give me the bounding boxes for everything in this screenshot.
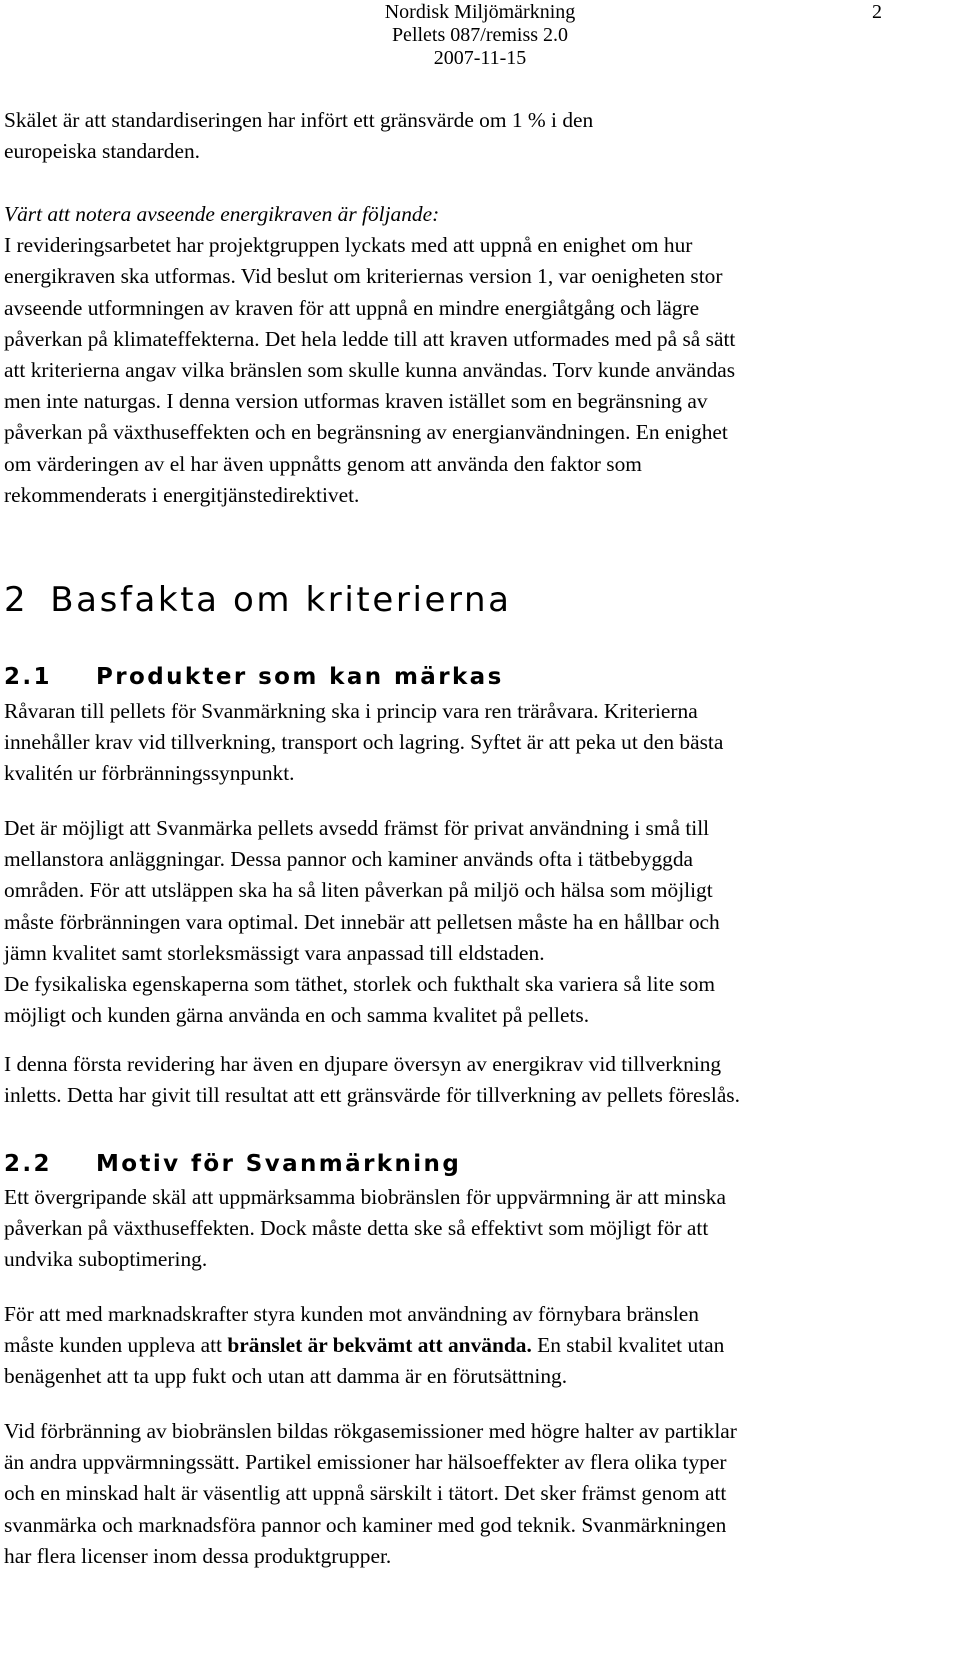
text-line: energikraven ska utformas. Vid beslut om kriteriernas version 1, var oenigheten stor (4, 264, 723, 289)
text-line: Skälet är att standardiseringen har infört ett gränsvärde om 1 % i den (4, 108, 594, 132)
text-line: rekommenderats i energitjänstedirektivet. (4, 482, 360, 507)
text-line: undvika suboptimering. (4, 1247, 208, 1272)
subsection-heading (4, 664, 504, 690)
section-title: Basfakta om kriterierna (50, 580, 512, 620)
text-line: än andra uppvärmningssätt. Partikel emissioner har hälsoeffekter av flera olika typer (4, 1450, 727, 1475)
paragraph-private-use (4, 813, 959, 1031)
subsection-heading (4, 1151, 461, 1177)
text-line: Det är möjligt att Svanmärka pellets avsedd främst för privat användning i små till (4, 816, 710, 840)
text-line: möjligt och kunden gärna använda en och samma kvalitet på pellets. (4, 1003, 590, 1028)
header-reference: Pellets 087/remiss 2.0 (391, 24, 569, 46)
text-line: om värderingen av el har även uppnåtts genom att använda den faktor som (4, 451, 642, 476)
paragraph-combustion (4, 1416, 959, 1572)
text-line: innehåller krav vid tillverkning, transport och lagring. Syftet är att peka ut den bästa (4, 730, 724, 755)
text-line: Råvaran till pellets för Svanmärkning ska i princip vara ren träråvara. Kriterierna (4, 699, 698, 723)
text-line: områden. För att utsläppen ska ha så liten påverkan på miljö och hälsa som möjligt (4, 878, 713, 903)
header-organization: Nordisk Miljömärkning (384, 1, 576, 23)
text-line: Ett övergripande skäl att uppmärksamma biobränslen för uppvärmning är att minska (4, 1185, 726, 1209)
text-line: att kriterierna angav vilka bränslen som skulle kunna användas. Torv kunde användas (4, 358, 736, 383)
emphasis-text: bränslet är bekvämt att använda. (227, 1333, 532, 1358)
text-line: benägenhet att ta upp fukt och utan att damma är en förutsättning. (4, 1364, 568, 1389)
text-line: måste förbränningen vara optimal. Det innebär att pelletsen måste ha en hållbar och (4, 909, 720, 934)
paragraph-energy-requirements (4, 199, 959, 511)
subsection-title: Produkter som kan märkas (96, 664, 504, 690)
subsection-number: 2.2 (4, 1151, 52, 1177)
text-segment: En stabil kvalitet utan (531, 1333, 725, 1358)
text-line: kvalitén ur förbränningssynpunkt. (4, 761, 295, 786)
text-line: I revideringsarbetet har projektgruppen lyckats med att uppnå en enighet om hur (4, 233, 693, 258)
text-line: men inte naturgas. I denna version utformas kraven istället som en begränsning av (4, 389, 708, 414)
text-line: påverkan på klimateffekterna. Det hela ledde till att kraven utformades med på så sätt (4, 326, 736, 351)
text-line: har flera licenser inom dessa produktgrupper. (4, 1543, 392, 1568)
paragraph-motive (4, 1182, 959, 1276)
text-line: avseende utformningen av kraven för att uppnå en mindre energiåtgång och lägre (4, 295, 700, 320)
text-line: jämn kvalitet samt storleksmässigt vara anpassad till eldstaden. (4, 940, 545, 965)
paragraph-revision (4, 1049, 959, 1111)
text-line: De fysikaliska egenskaperna som täthet, storlek och fukthalt ska variera så lite som (4, 972, 716, 997)
text-line: och en minskad halt är väsentlig att uppnå särskilt i tätort. Det sker främst genom att (4, 1481, 727, 1506)
text-line: påverkan på växthuseffekten. Dock måste detta ske så effektivt som möjligt för att (4, 1216, 709, 1241)
text-line: svanmärka och marknadsföra pannor och kaminer med god teknik. Svanmärkningen (4, 1512, 727, 1537)
text-line: påverkan på växthuseffekten och en begränsning av energianvändningen. En enighet (4, 420, 728, 445)
paragraph-market-forces (4, 1299, 959, 1393)
text-line: inletts. Detta har givit till resultat att ett gränsvärde för tillverkning av pellets föreslås. (4, 1083, 740, 1108)
text-segment: måste kunden uppleva att (4, 1333, 228, 1358)
text-line: europeiska standarden. (4, 139, 201, 164)
text-line: mellanstora anläggningar. Dessa pannor och kaminer används ofta i tätbebyggda (4, 847, 694, 872)
header-date: 2007-11-15 (433, 47, 527, 69)
text-line: Vid förbränning av biobränslen bildas rökgasemissioner med högre halter av partiklar (4, 1419, 737, 1443)
paragraph-intro: Värt att notera avseende energikraven är följande: (4, 202, 440, 226)
subsection-title: Motiv för Svanmärkning (96, 1151, 462, 1177)
section-number: 2 (4, 580, 29, 620)
text-line: För att med marknadskrafter styra kunden mot användning av förnybara bränslen (4, 1302, 699, 1326)
subsection-number: 2.1 (4, 664, 52, 690)
text-line: I denna första revidering har även en djupare översyn av energikrav vid tillverkning (4, 1052, 722, 1076)
paragraph-raw-material (4, 696, 959, 790)
page-number: 2 (872, 1, 882, 23)
paragraph-standard-limit (4, 105, 959, 167)
section-heading (4, 580, 512, 620)
text-line (4, 1330, 959, 1361)
